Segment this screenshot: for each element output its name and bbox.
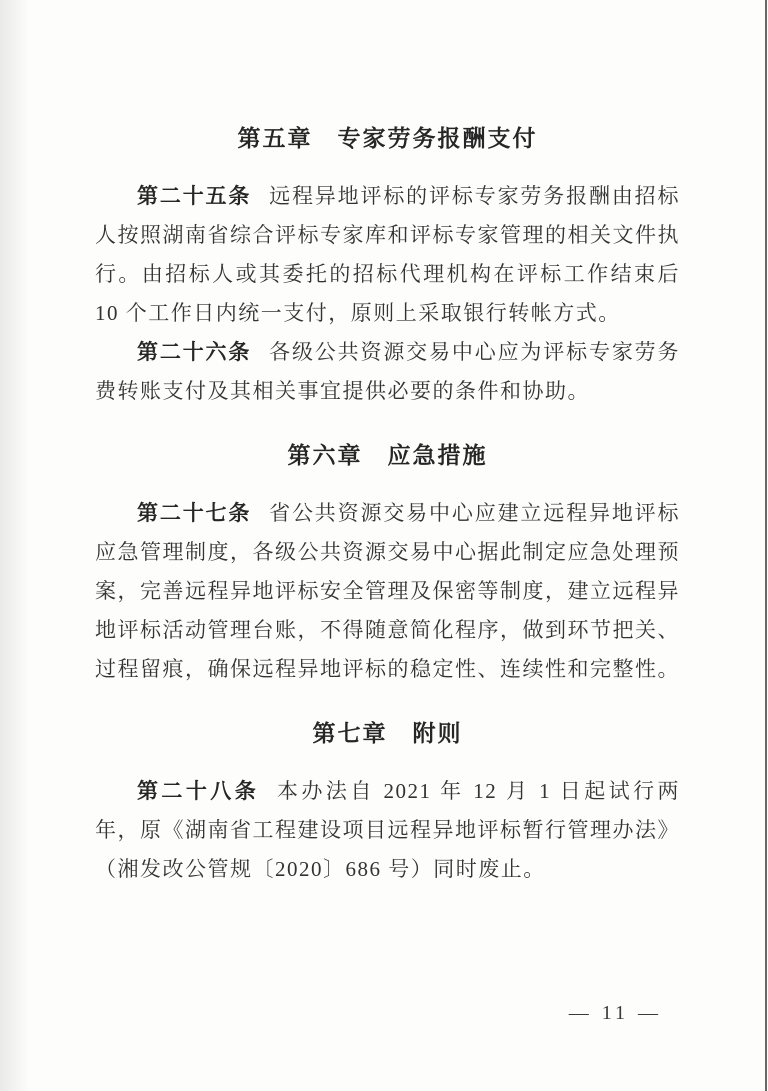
article-28-text: 本办法自 2021 年 12 月 1 日起试行两年，原《湖南省工程建设项目远程异地评标暂行管理办法》（湘发改公管规〔2020〕686 号）同时废止。 bbox=[95, 779, 681, 881]
chapter-7-articles bbox=[95, 772, 680, 889]
chapter-6-articles bbox=[95, 494, 680, 689]
article-27-label: 第二十七条 bbox=[137, 502, 252, 525]
article-26 bbox=[95, 333, 680, 411]
article-28 bbox=[95, 772, 680, 889]
document-body bbox=[95, 120, 680, 915]
chapter-5-articles bbox=[95, 177, 680, 411]
scan-left-shading bbox=[0, 0, 30, 1091]
chapter-6-heading: 第六章 应急措施 bbox=[287, 442, 488, 468]
chapter-7-heading: 第七章 附则 bbox=[312, 720, 463, 746]
article-25 bbox=[95, 177, 680, 333]
article-28-label: 第二十八条 bbox=[137, 780, 260, 803]
scan-right-edge-line bbox=[765, 0, 767, 1091]
chapter-5-heading: 第五章 专家劳务报酬支付 bbox=[237, 125, 538, 151]
article-27-text: 省公共资源交易中心应建立远程异地评标应急管理制度，各级公共资源交易中心据此制定应急处理预案，完善远程异地评标安全管理及保密等制度，建立远程异地评标活动管理台账，不得随意简化程序，做到环节把关、过程留痕，确保远程异地评标的稳定性、连续性和完整性。 bbox=[95, 501, 681, 681]
article-26-label: 第二十六条 bbox=[137, 341, 252, 364]
page-number: — 11 — bbox=[568, 1002, 662, 1024]
article-25-label: 第二十五条 bbox=[137, 185, 252, 208]
article-27 bbox=[95, 494, 680, 689]
article-26-text: 各级公共资源交易中心应为评标专家劳务费转账支付及其相关事宜提供必要的条件和协助。 bbox=[95, 340, 681, 403]
article-25-text: 远程异地评标的评标专家劳务报酬由招标人按照湖南省综合评标专家库和评标专家管理的相关文件执行。由招标人或其委托的招标代理机构在评标工作结束后 10 个工作日内统一支付，原则上采取银行转帐方式。 bbox=[95, 184, 681, 325]
